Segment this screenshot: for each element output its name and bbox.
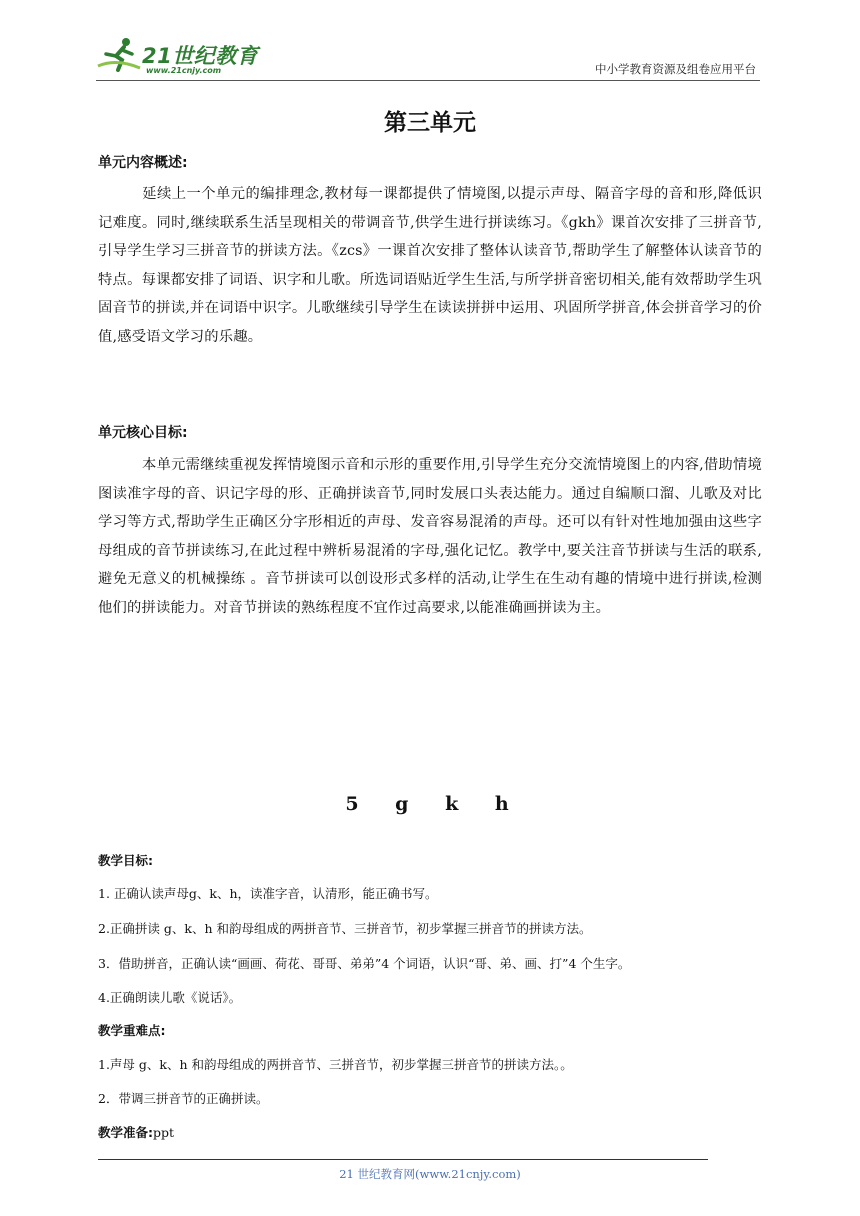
unit-title: 第三单元: [384, 110, 476, 136]
preparation-value: ppt: [153, 1125, 175, 1140]
teaching-goal-item: 4.正确朗读儿歌《说话》。: [98, 990, 242, 1005]
overview-heading: 单元内容概述:: [98, 155, 188, 171]
footer-divider: [98, 1159, 708, 1160]
teaching-goal-item: 2.正确拼读 g、k、h 和韵母组成的两拼音节、三拼音节，初步掌握三拼音节的拼读方法。: [98, 921, 592, 936]
key-points-heading: 教学重难点:: [98, 1023, 166, 1038]
header-divider: [96, 80, 760, 81]
goals-text: 本单元需继续重视发挥情境图示音和示形的重要作用,引导学生充分交流情境图上的内容,借助情境图读准字母的音、识记字母的形、正确拼读音节,同时发展口头表达能力。通过自编顺口溜、儿歌及对比学习等方式,帮助学生正确区分字形相近的声母、发音容易混淆的声母。还可以有针对性地加强由这些字母组成的音节拼读练习,在此过程中辨析易混淆的字母,强化记忆。教学中,要关注音节拼读与生活的联系,避免无意义的机械操练 。音节拼读可以创设形式多样的活动,让学生在生动有趣的情境中进行拼读,检测他们的拼读能力。对音节拼读的熟练程度不宜作过高要求,以能准确画拼读为主。: [98, 457, 762, 616]
teaching-goals-heading: 教学目标:: [98, 853, 153, 868]
preparation-heading: 教学准备:: [98, 1125, 153, 1140]
platform-name: 中小学教育资源及组卷应用平台: [595, 62, 756, 76]
key-point-item: 2．带调三拼音节的正确拼读。: [98, 1091, 269, 1106]
runner-icon: [96, 36, 144, 76]
overview-paragraph: [98, 180, 762, 352]
teaching-goal-item: 1. 正确认读声母g、k、h，读准字音，认清形，能正确书写。: [98, 886, 438, 901]
site-logo[interactable]: [96, 36, 266, 78]
preparation-line: [98, 1123, 174, 1141]
page-header: [96, 36, 760, 82]
overview-text: 延续上一个单元的编排理念,教材每一课都提供了情境图,以提示声母、隔音字母的音和形,降低识记难度。同时,继续联系生活呈现相关的带调音节,供学生进行拼读练习。《gkh》课首次安排了三拼音节,引导学生学习三拼音节的拼读方法。《zcs》一课首次安排了整体认读音节,帮助学生了解整体认读音节的特点。每课都安排了词语、识字和儿歌。所选词语贴近学生生活,与所学拼音密切相关,能有效帮助学生巩固音节的拼读,并在词语中识字。儿歌继续引导学生在读读拼拼中运用、巩固所学拼音,体会拼音学习的价值,感受语文学习的乐趣。: [98, 186, 762, 345]
logo-url: www.21cnjy.com: [146, 66, 222, 75]
footer-link[interactable]: 21 世纪教育网(www.21cnjy.com): [339, 1167, 521, 1181]
teaching-goal-item: 3．借助拼音，正确认读“画画、荷花、哥哥、弟弟”4 个词语，认识“哥、弟、画、打”4 个生字。: [98, 956, 631, 971]
key-point-item: 1.声母 g、k、h 和韵母组成的两拼音节、三拼音节，初步掌握三拼音节的拼读方法。。: [98, 1057, 573, 1072]
lesson-title: 5 g k h: [345, 793, 515, 815]
goals-heading: 单元核心目标:: [98, 425, 188, 441]
goals-paragraph: [98, 451, 762, 623]
logo-text: 21世纪教育: [142, 44, 259, 68]
